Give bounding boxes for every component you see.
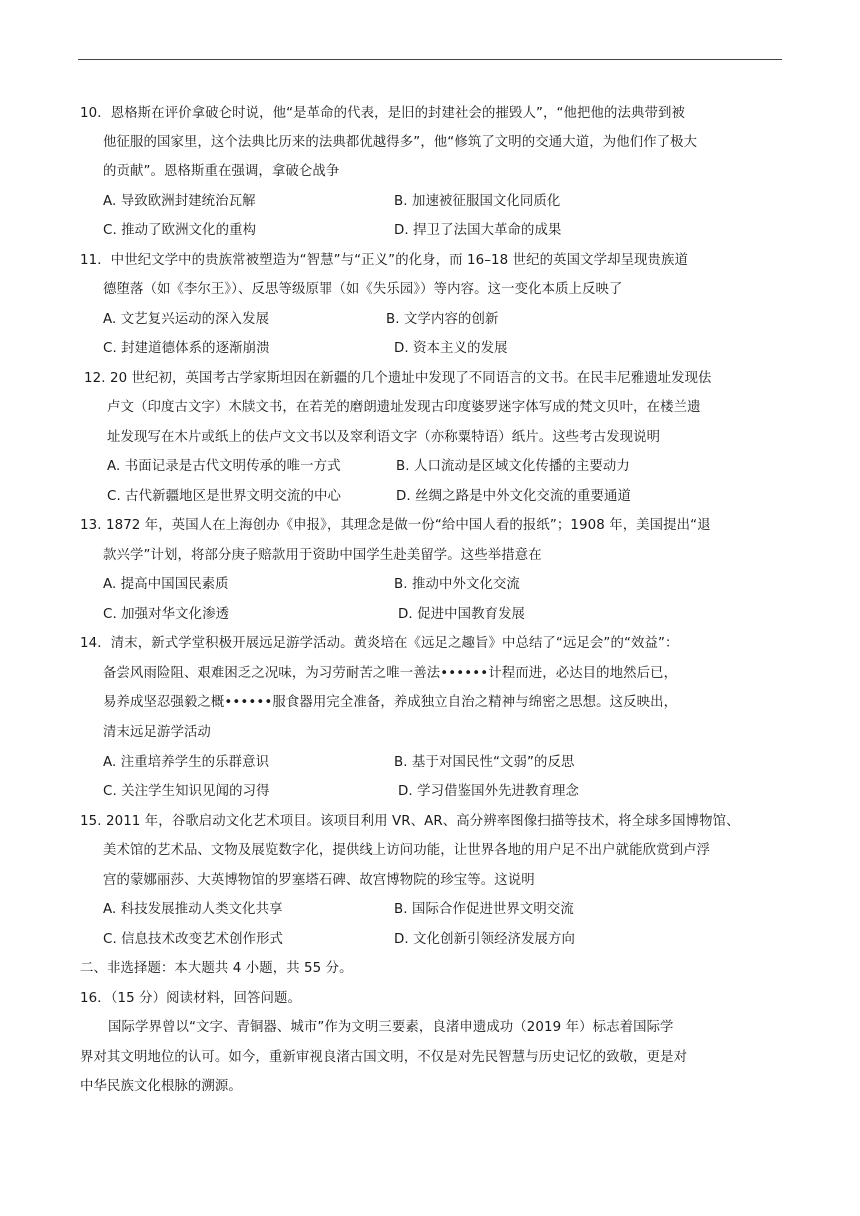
question-14-stem-line-3: 易养成坚忍强毅之概••••••服食器用完全准备，养成独立自治之精神与绵密之思想。这反映出， [103, 695, 678, 710]
passage-line-3: 中华民族文化根脉的溯源。 [80, 1079, 242, 1094]
question-14-stem-line-1: 14．清末，新式学堂积极开展远足游学活动。黄炎培在《远足之趣旨》中总结了“远足会”的“效益”： [80, 636, 679, 651]
question-15-option-d: D. 文化创新引领经济发展方向 [394, 932, 576, 947]
question-15-stem-line-3: 宫的蒙娜丽莎、大英博物馆的罗塞塔石碑、故宫博物院的珍宝等。这说明 [103, 873, 535, 888]
question-12-stem-line-1: 12. 20 世纪初，英国考古学家斯坦因在新疆的几个遗址中发现了不同语言的文书。在民丰尼雅遗址发现佉 [84, 371, 712, 386]
question-11-option-d: D. 资本主义的发展 [394, 341, 508, 356]
question-number: 14． [80, 636, 111, 651]
question-15-option-c: C. 信息技术改变艺术创作形式 [103, 932, 284, 947]
question-13-stem-line-1: 13. 1872 年，英国人在上海创办《申报》，其理念是做一份“给中国人看的报纸”；1908 年，美国提出“退 [80, 518, 711, 533]
question-11-option-b: B. 文学内容的创新 [386, 312, 499, 327]
question-14-option-c: C. 关注学生知识见闻的习得 [103, 784, 270, 799]
question-11-stem-line-1: 11．中世纪文学中的贵族常被塑造为“智慧”与“正义”的化身，而 16–18 世纪的英国文学却呈现贵族道 [80, 253, 689, 268]
question-number: 11． [80, 253, 111, 268]
header-rule [78, 59, 782, 60]
question-13-option-b: B. 推动中外文化交流 [394, 577, 520, 592]
question-11-stem-line-2: 德堕落（如《李尔王》）、反思等级原罪（如《失乐园》）等内容。这一变化本质上反映了 [103, 282, 623, 297]
question-12-option-a: A. 书面记录是古代文明传承的唯一方式 [107, 459, 341, 474]
question-10-option-b: B. 加速被征服国文化同质化 [394, 194, 561, 209]
question-16-title: 16．（15 分）阅读材料，回答问题。 [80, 991, 302, 1006]
question-10-stem-line-3: 的贡献”。恩格斯重在强调，拿破仑战争 [103, 164, 340, 179]
question-13-option-d: D. 促进中国教育发展 [398, 607, 526, 622]
question-15-stem-line-1: 15. 2011 年，谷歌启动文化艺术项目。该项目利用 VR、AR、高分辨率图像扫描等技术，将全球多国博物馆、 [80, 814, 740, 829]
question-10-option-c: C. 推动了欧洲文化的重构 [103, 223, 257, 238]
question-10-stem-line-2: 他征服的国家里，这个法典比历来的法典都优越得多”，他“修筑了文明的交通大道，为他们作了极大 [103, 135, 698, 150]
question-13-option-c: C. 加强对华文化渗透 [103, 607, 230, 622]
question-number: 10． [80, 106, 111, 121]
question-11-option-a: A. 文艺复兴运动的深入发展 [103, 312, 270, 327]
question-15-option-b: B. 国际合作促进世界文明交流 [394, 902, 574, 917]
question-14-stem-line-2: 备尝风雨险阻、艰难困乏之况味，为习劳耐苦之唯一善法••••••计程而进，必达目的地然后已， [103, 666, 678, 681]
question-12-stem-line-2: 卢文（印度古文字）木牍文书，在若羌的磨朗遗址发现古印度婆罗迷字体写成的梵文贝叶，在楼兰遗 [107, 400, 701, 415]
question-11-option-c: C. 封建道德体系的逐渐崩溃 [103, 341, 270, 356]
question-13-option-a: A. 提高中国国民素质 [103, 577, 229, 592]
section-heading: 二、非选择题：本大题共 4 小题，共 55 分。 [80, 961, 353, 976]
question-14-option-a: A. 注重培养学生的乐群意识 [103, 755, 270, 770]
question-10-option-d: D. 捍卫了法国大革命的成果 [394, 223, 562, 238]
question-12-stem-line-3: 址发现写在木片或纸上的佉卢文文书以及窣利语文字（亦称粟特语）纸片。这些考古发现说明 [107, 430, 661, 445]
question-number: 12. [84, 371, 110, 386]
question-12-option-b: B. 人口流动是区域文化传播的主要动力 [396, 459, 630, 474]
question-14-stem-line-4: 清末远足游学活动 [103, 725, 211, 740]
question-15-stem-line-2: 美术馆的艺术品、文物及展览数字化，提供线上访问功能，让世界各地的用户足不出户就能欣赏到卢浮 [103, 843, 711, 858]
question-12-option-d: D. 丝绸之路是中外文化交流的重要通道 [396, 489, 631, 504]
question-number: 15. [80, 814, 106, 829]
question-14-option-b: B. 基于对国民性“文弱”的反思 [394, 755, 575, 770]
question-14-option-d: D. 学习借鉴国外先进教育理念 [398, 784, 580, 799]
question-number: 13. [80, 518, 106, 533]
question-13-stem-line-2: 款兴学”计划，将部分庚子赔款用于资助中国学生赴美留学。这些举措意在 [103, 548, 542, 563]
passage-line-2: 界对其文明地位的认可。如今，重新审视良渚古国文明，不仅是对先民智慧与历史记忆的致敬，更是对 [80, 1050, 688, 1065]
passage-line-1: 国际学界曾以“文字、青铜器、城市”作为文明三要素，良渚申遗成功（2019 年）标志着国际学 [108, 1020, 674, 1035]
question-10-stem-line-1: 10．恩格斯在评价拿破仑时说，他“是革命的代表，是旧的封建社会的摧毁人”，“他把他的法典带到被 [80, 106, 685, 121]
question-10-option-a: A. 导致欧洲封建统治瓦解 [103, 194, 256, 209]
question-12-option-c: C. 古代新疆地区是世界文明交流的中心 [107, 489, 342, 504]
question-15-option-a: A. 科技发展推动人类文化共享 [103, 902, 283, 917]
